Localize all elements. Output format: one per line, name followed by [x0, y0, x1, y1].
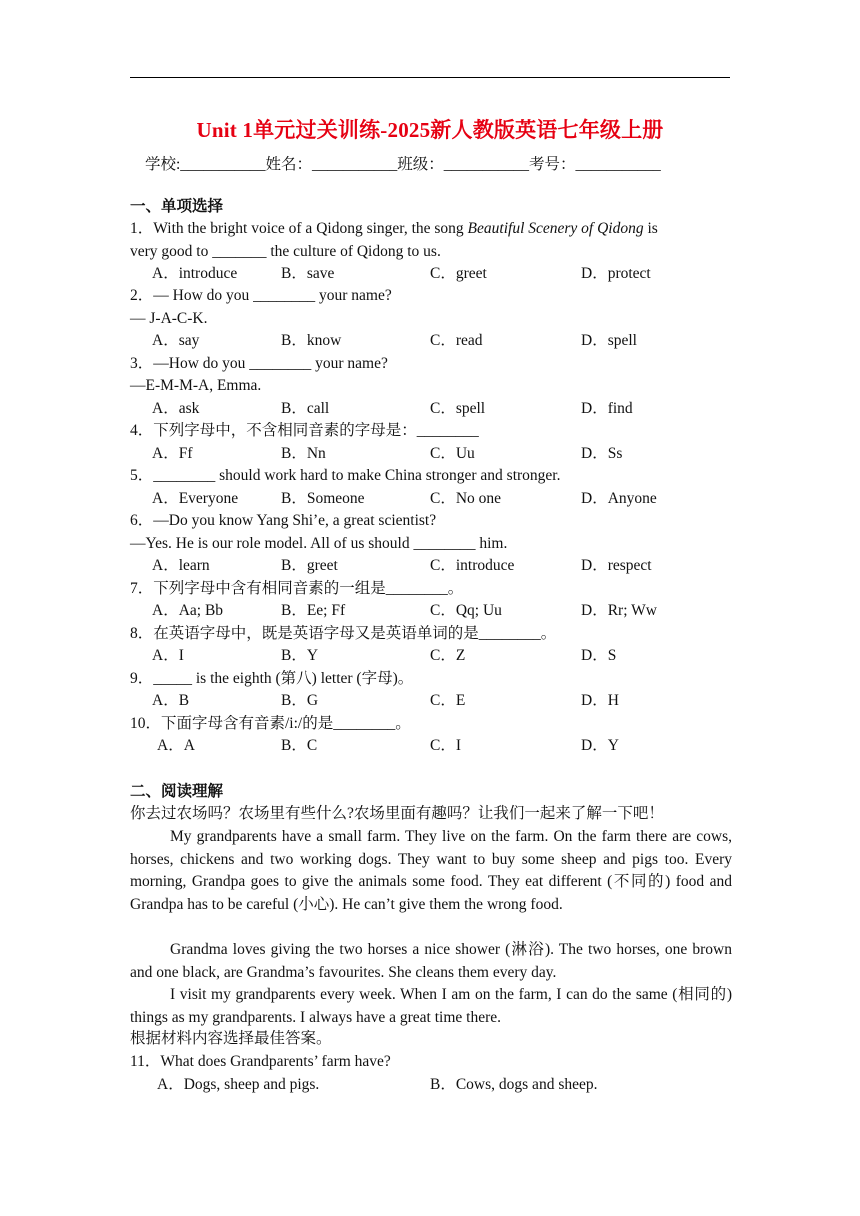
- q4-option-d: D．Ss: [581, 445, 623, 462]
- question-7-stem: 7．下列字母中含有相同音素的一组是________。: [130, 580, 464, 597]
- q6-option-d: D．respect: [581, 557, 652, 574]
- reading-intro: 你去过农场吗？农场里有些什么?农场里面有趣吗？让我们一起来了解一下吧！: [130, 805, 664, 822]
- student-info-line: 学校:___________姓名：___________班级：___________考号：___________: [145, 156, 661, 173]
- q10-option-a: A．A: [157, 737, 195, 754]
- header-rule: [130, 77, 730, 78]
- q5-option-c: C．No one: [430, 490, 502, 507]
- q1-option-c: C．greet: [430, 265, 487, 282]
- question-1-stem: 1．With the bright voice of a Qidong singer, the song Beautiful Scenery of Qidong is: [130, 220, 658, 237]
- q10-option-d: D．Y: [581, 737, 619, 754]
- reading-paragraph-3: I visit my grandparents every week. When I am on the farm, I can do the same (相同的) things as my grandparents. I always have a great time there.: [130, 986, 732, 1026]
- q2-option-a: A．say: [152, 332, 200, 349]
- question-3-stem-cont: —E-M-M-A, Emma.: [130, 377, 262, 394]
- q4-option-b: B．Nn: [281, 445, 326, 462]
- q9-option-c: C．E: [430, 692, 466, 709]
- q5-option-a: A．Everyone: [152, 490, 239, 507]
- question-10-stem: 10．下面字母含有音素/i:/的是________。: [130, 715, 411, 732]
- q10-option-c: C．I: [430, 737, 462, 754]
- q7-option-d: D．Rr; Ww: [581, 602, 657, 619]
- question-4-stem: 4．下列字母中，不含相同音素的字母是：________: [130, 422, 479, 439]
- question-6-stem-cont: —Yes. He is our role model. All of us should ________ him.: [130, 535, 508, 552]
- question-3-stem: 3．—How do you ________ your name?: [130, 355, 388, 372]
- q3-option-b: B．call: [281, 400, 330, 417]
- reading-paragraph-2: Grandma loves giving the two horses a nice shower (淋浴). The two horses, one brown and one black, are Grandma’s favourites. She cleans them every day.: [130, 941, 732, 981]
- q1-option-d: D．protect: [581, 265, 651, 282]
- q4-option-c: C．Uu: [430, 445, 475, 462]
- q7-option-c: C．Qq; Uu: [430, 602, 502, 619]
- q10-option-b: B．C: [281, 737, 318, 754]
- reading-instruction: 根据材料内容选择最佳答案。: [130, 1030, 332, 1047]
- section-2-heading: 二、阅读理解: [130, 783, 224, 800]
- q4-option-a: A．Ff: [152, 445, 193, 462]
- q8-option-c: C．Z: [430, 647, 466, 664]
- q5-option-b: B．Someone: [281, 490, 365, 507]
- q9-option-d: D．H: [581, 692, 619, 709]
- q3-option-c: C．spell: [430, 400, 486, 417]
- question-2-stem-cont: — J-A-C-K.: [130, 310, 208, 327]
- q6-option-c: C．introduce: [430, 557, 515, 574]
- song-title: Beautiful Scenery of Qidong: [467, 220, 644, 237]
- page-title: Unit 1单元过关训练-2025新人教版英语七年级上册: [196, 118, 664, 142]
- question-8-stem: 8．在英语字母中，既是英语字母又是英语单词的是________。: [130, 625, 557, 642]
- q7-option-b: B．Ee; Ff: [281, 602, 346, 619]
- q11-option-b: B．Cows, dogs and sheep.: [430, 1076, 598, 1093]
- question-6-stem: 6．—Do you know Yang Shi’e, a great scientist?: [130, 512, 437, 529]
- q5-option-d: D．Anyone: [581, 490, 657, 507]
- reading-paragraph-1: My grandparents have a small farm. They live on the farm. On the farm there are cows, horses, chickens and two working dogs. They want to buy some sheep and pigs too. Every morning, Grandpa goes to give the animals some food. They eat different (不同的) food and Grandpa has to be careful (小心). He can’t give them the wrong food.: [130, 828, 732, 913]
- q6-option-a: A．learn: [152, 557, 210, 574]
- question-2-stem: 2．— How do you ________ your name?: [130, 287, 392, 304]
- q8-option-a: A．I: [152, 647, 184, 664]
- q2-option-c: C．read: [430, 332, 483, 349]
- question-5-stem: 5．________ should work hard to make China stronger and stronger.: [130, 467, 561, 484]
- q3-option-d: D．find: [581, 400, 633, 417]
- q6-option-b: B．greet: [281, 557, 338, 574]
- q7-option-a: A．Aa; Bb: [152, 602, 224, 619]
- q8-option-b: B．Y: [281, 647, 319, 664]
- question-11-stem: 11．What does Grandparents’ farm have?: [130, 1053, 391, 1070]
- question-1-stem-cont: very good to _______ the culture of Qidong to us.: [130, 243, 441, 260]
- q11-option-a: A．Dogs, sheep and pigs.: [157, 1076, 320, 1093]
- q3-option-a: A．ask: [152, 400, 200, 417]
- q1-option-a: A．introduce: [152, 265, 238, 282]
- q1-option-b: B．save: [281, 265, 335, 282]
- q9-option-b: B．G: [281, 692, 319, 709]
- section-1-heading: 一、单项选择: [130, 198, 224, 215]
- question-9-stem: 9．_____ is the eighth (第八) letter (字母)。: [130, 670, 414, 687]
- q2-option-d: D．spell: [581, 332, 637, 349]
- q9-option-a: A．B: [152, 692, 190, 709]
- q8-option-d: D．S: [581, 647, 617, 664]
- q2-option-b: B．know: [281, 332, 342, 349]
